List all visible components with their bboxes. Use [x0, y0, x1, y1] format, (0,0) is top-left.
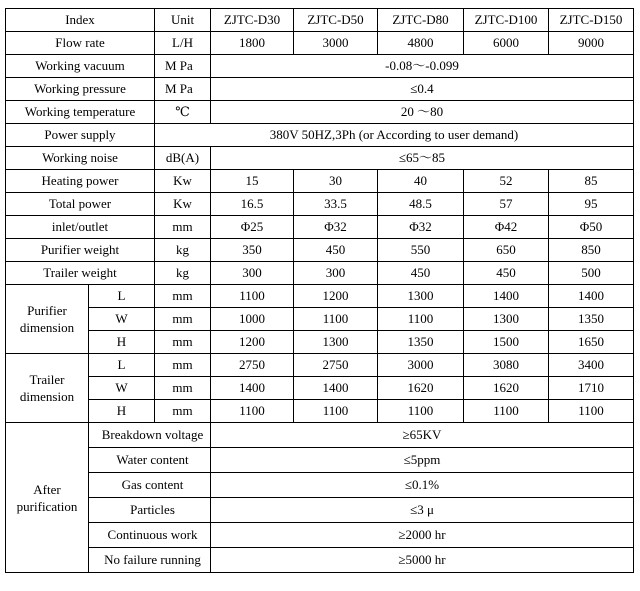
table-row [6, 32, 634, 55]
table-cell: Φ25 [211, 216, 294, 239]
table-row [6, 147, 634, 170]
table-cell: 3000 [294, 32, 378, 55]
row-label: inlet/outlet [6, 216, 155, 239]
unit-header: Unit [155, 9, 211, 32]
table-cell: 1620 [464, 377, 549, 400]
table-cell: 15 [211, 170, 294, 193]
merged-value-cell: 380V 50HZ,3Ph (or According to user demand) [155, 124, 634, 147]
merged-value-cell: -0.08～-0.099 [211, 55, 634, 78]
table-cell: 1350 [378, 331, 464, 354]
row-label: Flow rate [6, 32, 155, 55]
purification-label: Water content [89, 448, 211, 473]
group-label-line: purification [16, 498, 78, 514]
table-row [6, 400, 634, 423]
table-row [6, 354, 634, 377]
row-label: Purifier weight [6, 239, 155, 262]
spec-table-container [5, 8, 634, 573]
model-header: ZJTC-D100 [464, 9, 549, 32]
table-row [6, 55, 634, 78]
table-cell: 57 [464, 193, 549, 216]
table-row [6, 523, 634, 548]
table-cell: 3080 [464, 354, 549, 377]
table-row [6, 423, 634, 448]
row-label: Working pressure [6, 78, 155, 101]
table-cell: 33.5 [294, 193, 378, 216]
dimension-label: H [89, 331, 155, 354]
row-unit: M Pa [155, 78, 211, 101]
merged-value-cell: ≤5ppm [211, 448, 634, 473]
row-unit: Kw [155, 193, 211, 216]
table-row [6, 239, 634, 262]
table-row [6, 262, 634, 285]
row-label: Power supply [6, 124, 155, 147]
purification-label: Breakdown voltage [89, 423, 211, 448]
dimension-label: L [89, 285, 155, 308]
row-unit: mm [155, 377, 211, 400]
group-label-line: After [33, 481, 61, 497]
table-cell: 2750 [211, 354, 294, 377]
group-label-line: dimension [19, 389, 75, 404]
table-cell: 52 [464, 170, 549, 193]
row-label: Working noise [6, 147, 155, 170]
row-unit: mm [155, 400, 211, 423]
group-label-trailer-dimension [6, 354, 89, 423]
table-row [6, 101, 634, 124]
group-label-after-purification [6, 423, 89, 573]
merged-value-cell: ≤0.1% [211, 473, 634, 498]
table-cell: 450 [464, 262, 549, 285]
table-cell: 1000 [211, 308, 294, 331]
table-cell: 1100 [294, 400, 378, 423]
table-cell: 1300 [464, 308, 549, 331]
table-row [6, 308, 634, 331]
table-cell: 1100 [464, 400, 549, 423]
table-cell: 3400 [549, 354, 634, 377]
table-row [6, 473, 634, 498]
table-cell: 1100 [294, 308, 378, 331]
row-unit: dB(A) [155, 147, 211, 170]
spec-table [5, 8, 634, 573]
table-cell: 1400 [211, 377, 294, 400]
table-cell: 1650 [549, 331, 634, 354]
table-row [6, 548, 634, 573]
row-unit: mm [155, 285, 211, 308]
table-row [6, 78, 634, 101]
table-cell: 95 [549, 193, 634, 216]
dimension-label: H [89, 400, 155, 423]
row-unit: mm [155, 331, 211, 354]
table-cell: 1400 [464, 285, 549, 308]
table-cell: 1300 [294, 331, 378, 354]
row-label: Working temperature [6, 101, 155, 124]
table-cell: 300 [211, 262, 294, 285]
row-unit: Kw [155, 170, 211, 193]
table-row [6, 285, 634, 308]
table-cell: 2750 [294, 354, 378, 377]
merged-value-cell: ≤0.4 [211, 78, 634, 101]
row-unit: mm [155, 308, 211, 331]
table-cell: 48.5 [378, 193, 464, 216]
table-cell: 450 [294, 239, 378, 262]
table-cell: 1800 [211, 32, 294, 55]
table-cell: 1500 [464, 331, 549, 354]
row-label: Heating power [6, 170, 155, 193]
merged-value-cell: 20 ～80 [211, 101, 634, 124]
model-header: ZJTC-D80 [378, 9, 464, 32]
row-unit: mm [155, 216, 211, 239]
group-label-purifier-dimension [6, 285, 89, 354]
table-row [6, 170, 634, 193]
dimension-label: L [89, 354, 155, 377]
dimension-label: W [89, 377, 155, 400]
table-cell: 450 [378, 262, 464, 285]
table-cell: 1350 [549, 308, 634, 331]
table-cell: 4800 [378, 32, 464, 55]
table-row [6, 448, 634, 473]
table-cell: 1100 [378, 308, 464, 331]
table-cell: 85 [549, 170, 634, 193]
table-cell: 850 [549, 239, 634, 262]
row-label: Total power [6, 193, 155, 216]
row-label: Trailer weight [6, 262, 155, 285]
merged-value-cell: ≤3 μ [211, 498, 634, 523]
group-label-line: Trailer [29, 372, 65, 387]
table-cell: 6000 [464, 32, 549, 55]
row-unit: kg [155, 262, 211, 285]
table-cell: 30 [294, 170, 378, 193]
table-cell: 650 [464, 239, 549, 262]
purification-label: No failure running [89, 548, 211, 573]
merged-value-cell: ≥2000 hr [211, 523, 634, 548]
merged-value-cell: ≤65～85 [211, 147, 634, 170]
table-cell: 1300 [378, 285, 464, 308]
index-header: Index [6, 9, 155, 32]
group-label-line: dimension [19, 320, 75, 335]
row-unit: ℃ [155, 101, 211, 124]
table-row [6, 193, 634, 216]
table-cell: 300 [294, 262, 378, 285]
table-cell: 1100 [211, 400, 294, 423]
table-cell: 3000 [378, 354, 464, 377]
purification-label: Gas content [89, 473, 211, 498]
table-cell: 1100 [211, 285, 294, 308]
dimension-label: W [89, 308, 155, 331]
table-row [6, 216, 634, 239]
row-unit: kg [155, 239, 211, 262]
row-unit: M Pa [155, 55, 211, 78]
table-cell: Φ42 [464, 216, 549, 239]
table-cell: 550 [378, 239, 464, 262]
table-cell: 350 [211, 239, 294, 262]
purification-label: Particles [89, 498, 211, 523]
table-cell: 16.5 [211, 193, 294, 216]
table-cell: 1400 [549, 285, 634, 308]
table-cell: Φ50 [549, 216, 634, 239]
model-header: ZJTC-D30 [211, 9, 294, 32]
table-row [6, 377, 634, 400]
table-cell: 1200 [294, 285, 378, 308]
row-unit: L/H [155, 32, 211, 55]
model-header: ZJTC-D150 [549, 9, 634, 32]
table-row [6, 331, 634, 354]
table-cell: Φ32 [294, 216, 378, 239]
row-unit: mm [155, 354, 211, 377]
table-cell: 1400 [294, 377, 378, 400]
header-row [6, 9, 634, 32]
table-cell: 1100 [378, 400, 464, 423]
table-cell: 1620 [378, 377, 464, 400]
table-cell: 1200 [211, 331, 294, 354]
merged-value-cell: ≥65KV [211, 423, 634, 448]
table-cell: 9000 [549, 32, 634, 55]
table-cell: Φ32 [378, 216, 464, 239]
merged-value-cell: ≥5000 hr [211, 548, 634, 573]
table-cell: 1100 [549, 400, 634, 423]
row-label: Working vacuum [6, 55, 155, 78]
table-cell: 40 [378, 170, 464, 193]
group-label-line: Purifier [27, 303, 67, 318]
model-header: ZJTC-D50 [294, 9, 378, 32]
table-row [6, 124, 634, 147]
purification-label: Continuous work [89, 523, 211, 548]
table-cell: 500 [549, 262, 634, 285]
table-row [6, 498, 634, 523]
table-cell: 1710 [549, 377, 634, 400]
